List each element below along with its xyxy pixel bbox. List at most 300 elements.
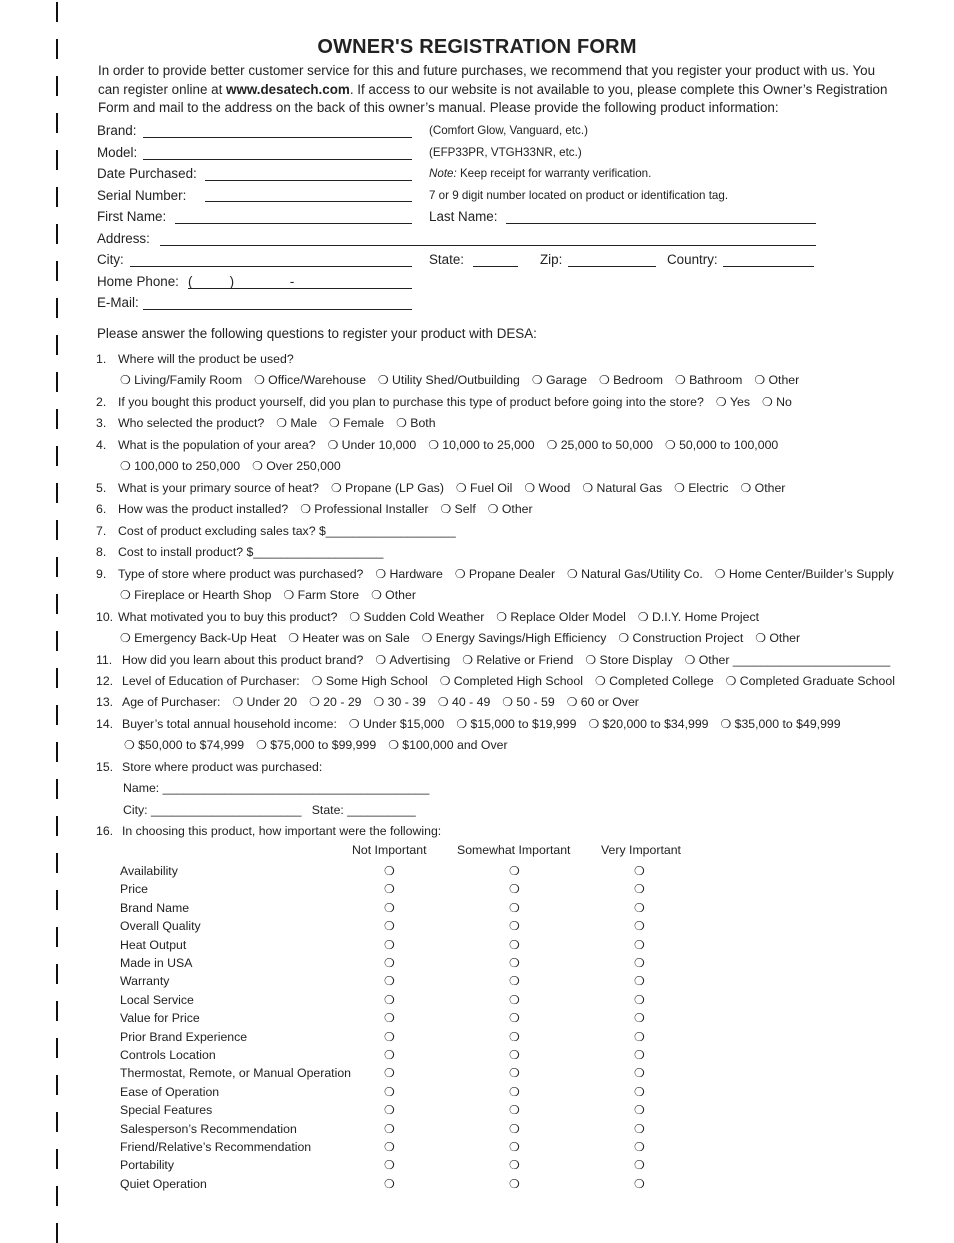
radio-button-icon[interactable]: ❍ bbox=[349, 610, 364, 624]
radio-button-icon[interactable]: ❍ bbox=[524, 481, 539, 495]
question-number: 3. bbox=[96, 416, 107, 430]
radio-button-icon[interactable]: ❍ bbox=[509, 1048, 520, 1062]
radio-button-icon[interactable]: ❍ bbox=[509, 1140, 520, 1154]
radio-button-icon[interactable]: ❍ bbox=[455, 481, 471, 495]
importance-row-label: Price bbox=[120, 882, 149, 897]
option[interactable] bbox=[502, 695, 554, 709]
radio-button-icon[interactable]: ❍ bbox=[509, 882, 520, 897]
radio-button-icon[interactable]: ❍ bbox=[634, 1176, 645, 1191]
radio-button-icon[interactable]: ❍ bbox=[309, 695, 324, 709]
option-label: Hardware bbox=[389, 567, 443, 581]
cut-mark bbox=[56, 261, 58, 281]
option-label: 30 - 39 bbox=[387, 695, 426, 709]
radio-button-icon[interactable]: ❍ bbox=[252, 459, 267, 473]
option[interactable] bbox=[309, 695, 361, 709]
option[interactable] bbox=[312, 674, 428, 688]
radio-button-icon[interactable]: ❍ bbox=[509, 956, 520, 970]
radio-button-icon[interactable]: ❍ bbox=[509, 1121, 520, 1136]
radio-button-icon[interactable]: ❍ bbox=[634, 1011, 645, 1026]
radio-button-icon[interactable]: ❍ bbox=[384, 1158, 395, 1173]
radio-button-icon[interactable]: ❍ bbox=[509, 1176, 520, 1191]
country-field[interactable] bbox=[723, 266, 814, 267]
option-label: $100,000 and Over bbox=[402, 738, 508, 752]
radio-button-icon[interactable]: ❍ bbox=[755, 631, 770, 645]
radio-button-icon[interactable]: ❍ bbox=[384, 956, 395, 970]
radio-button-icon[interactable]: ❍ bbox=[634, 974, 645, 989]
brand-field[interactable] bbox=[143, 137, 412, 138]
cut-mark bbox=[56, 927, 58, 947]
radio-button-icon[interactable]: ❍ bbox=[384, 1084, 395, 1099]
option[interactable] bbox=[762, 395, 792, 409]
radio-button-icon[interactable]: ❍ bbox=[588, 717, 603, 731]
radio-button-icon[interactable]: ❍ bbox=[300, 502, 315, 516]
radio-button-icon[interactable]: ❍ bbox=[384, 1103, 395, 1118]
radio-button-icon[interactable]: ❍ bbox=[384, 1011, 395, 1026]
option-label: No bbox=[776, 395, 792, 409]
question-9-options-2 bbox=[120, 588, 416, 602]
note-text: Keep receipt for warranty verification. bbox=[456, 167, 652, 180]
radio-button-icon[interactable]: ❍ bbox=[348, 717, 363, 731]
option-label: $15,000 to $19,999 bbox=[470, 717, 577, 731]
option[interactable] bbox=[462, 653, 573, 667]
option[interactable] bbox=[232, 695, 297, 709]
radio-button-icon[interactable]: ❍ bbox=[421, 631, 436, 645]
radio-button-icon[interactable]: ❍ bbox=[428, 438, 443, 452]
radio-button-icon[interactable]: ❍ bbox=[384, 937, 395, 952]
option[interactable] bbox=[331, 481, 444, 495]
radio-button-icon[interactable]: ❍ bbox=[585, 653, 600, 667]
radio-button-icon[interactable]: ❍ bbox=[546, 438, 561, 452]
option[interactable] bbox=[456, 717, 576, 731]
importance-row-label: Local Service bbox=[120, 992, 194, 1007]
radio-button-icon[interactable]: ❍ bbox=[276, 416, 291, 430]
radio-button-icon[interactable]: ❍ bbox=[327, 438, 342, 452]
radio-button-icon[interactable]: ❍ bbox=[124, 738, 139, 752]
option[interactable] bbox=[375, 567, 442, 581]
option[interactable] bbox=[374, 695, 426, 709]
question-4-options-2 bbox=[120, 459, 341, 473]
option[interactable] bbox=[754, 373, 799, 387]
option-label: Self bbox=[454, 502, 476, 516]
question-10-options-2 bbox=[120, 631, 800, 645]
first-name-field[interactable] bbox=[175, 223, 412, 224]
importance-row-label: Heat Output bbox=[120, 937, 187, 952]
radio-button-icon[interactable]: ❍ bbox=[634, 864, 645, 878]
question-number: 13. bbox=[96, 695, 114, 709]
option[interactable] bbox=[674, 481, 728, 495]
radio-button-icon[interactable]: ❍ bbox=[598, 373, 614, 387]
intro-text-2: . If access to our website is not available to you, please complete this Owner’s Registration Form and mail to the address on the back of this owner’s manual. Please provide the following product information: bbox=[98, 81, 888, 115]
question-text: How did you learn about this product brand? bbox=[122, 653, 364, 667]
radio-button-icon[interactable]: ❍ bbox=[531, 373, 546, 387]
radio-button-icon[interactable]: ❍ bbox=[594, 674, 610, 688]
radio-button-icon[interactable]: ❍ bbox=[384, 1048, 395, 1062]
option-label: Store Display bbox=[599, 653, 673, 667]
importance-row-label: Thermostat, Remote, or Manual Operation bbox=[120, 1066, 352, 1081]
radio-button-icon[interactable]: ❍ bbox=[509, 864, 520, 878]
question-5 bbox=[96, 481, 785, 495]
radio-button-icon[interactable]: ❍ bbox=[396, 416, 411, 430]
radio-button-icon[interactable]: ❍ bbox=[454, 567, 469, 581]
install-cost-field[interactable]: Cost to install product? $___________________ bbox=[118, 545, 384, 559]
country-label: Country: bbox=[667, 252, 718, 267]
radio-button-icon[interactable]: ❍ bbox=[715, 395, 730, 409]
radio-button-icon[interactable]: ❍ bbox=[714, 567, 729, 581]
radio-button-icon[interactable]: ❍ bbox=[634, 1048, 645, 1062]
radio-button-icon[interactable]: ❍ bbox=[509, 937, 520, 952]
last-name-field[interactable] bbox=[506, 223, 816, 224]
question-10-options bbox=[337, 610, 759, 624]
radio-button-icon[interactable]: ❍ bbox=[375, 567, 390, 581]
store-city-state-field[interactable]: City: ______________________ State: __________ bbox=[123, 803, 416, 817]
radio-button-icon[interactable]: ❍ bbox=[120, 373, 135, 387]
option[interactable] bbox=[120, 588, 271, 602]
option[interactable] bbox=[741, 481, 786, 495]
option[interactable] bbox=[638, 610, 759, 624]
store-name-field[interactable]: Name: _______________________________________ bbox=[123, 781, 430, 795]
cut-mark bbox=[56, 1038, 58, 1058]
column-not-important: Not Important bbox=[352, 843, 427, 857]
question-3 bbox=[96, 416, 436, 430]
radio-button-icon[interactable]: ❍ bbox=[634, 1084, 645, 1099]
radio-button-icon[interactable]: ❍ bbox=[384, 1029, 395, 1044]
home-phone-label: Home Phone: bbox=[97, 274, 179, 289]
cut-mark bbox=[56, 705, 58, 725]
radio-button-icon[interactable]: ❍ bbox=[509, 1029, 520, 1044]
model-field[interactable] bbox=[143, 159, 412, 160]
question-number: 10. bbox=[96, 610, 114, 624]
radio-button-icon[interactable]: ❍ bbox=[502, 695, 517, 709]
radio-button-icon[interactable]: ❍ bbox=[509, 900, 520, 915]
importance-row-label: Availability bbox=[120, 864, 178, 878]
radio-button-icon[interactable]: ❍ bbox=[637, 610, 652, 624]
radio-button-icon[interactable]: ❍ bbox=[377, 373, 393, 387]
importance-row-label: Made in USA bbox=[120, 956, 193, 970]
cut-mark bbox=[56, 298, 58, 318]
option-label: Other bbox=[768, 373, 800, 387]
radio-button-icon[interactable]: ❍ bbox=[384, 1066, 395, 1081]
radio-button-icon[interactable]: ❍ bbox=[509, 1066, 520, 1081]
importance-row-label: Value for Price bbox=[120, 1011, 200, 1026]
radio-button-icon[interactable]: ❍ bbox=[487, 502, 502, 516]
radio-button-icon[interactable]: ❍ bbox=[509, 1103, 520, 1118]
option-label: Bedroom bbox=[613, 373, 663, 387]
question-number: 15. bbox=[96, 760, 114, 774]
option[interactable] bbox=[329, 416, 384, 430]
cut-mark bbox=[56, 372, 58, 392]
radio-button-icon[interactable]: ❍ bbox=[634, 937, 645, 952]
city-label: City: bbox=[97, 252, 124, 267]
radio-button-icon[interactable]: ❍ bbox=[371, 588, 386, 602]
radio-button-icon[interactable]: ❍ bbox=[509, 992, 520, 1007]
model-label: Model: bbox=[97, 145, 138, 160]
radio-button-icon[interactable]: ❍ bbox=[634, 1140, 645, 1154]
cut-mark bbox=[56, 335, 58, 355]
radio-button-icon[interactable]: ❍ bbox=[329, 416, 344, 430]
option[interactable] bbox=[716, 395, 750, 409]
option[interactable] bbox=[721, 717, 841, 731]
address-field[interactable] bbox=[160, 245, 816, 246]
option[interactable] bbox=[726, 674, 895, 688]
question-number: 2. bbox=[96, 395, 107, 409]
radio-button-icon[interactable]: ❍ bbox=[384, 864, 395, 878]
cut-mark bbox=[56, 1001, 58, 1021]
option[interactable] bbox=[618, 631, 743, 645]
question-14-options-2 bbox=[124, 738, 508, 752]
radio-button-icon[interactable]: ❍ bbox=[582, 481, 597, 495]
radio-button-icon[interactable]: ❍ bbox=[634, 956, 645, 970]
cut-mark bbox=[56, 150, 58, 170]
radio-button-icon[interactable]: ❍ bbox=[384, 900, 395, 915]
option[interactable] bbox=[715, 567, 894, 581]
radio-button-icon[interactable]: ❍ bbox=[437, 695, 452, 709]
radio-button-icon[interactable]: ❍ bbox=[567, 567, 582, 581]
date-hint bbox=[429, 167, 651, 180]
brand-hint: (Comfort Glow, Vanguard, etc.) bbox=[429, 124, 588, 137]
option[interactable] bbox=[349, 717, 444, 731]
option[interactable] bbox=[675, 373, 742, 387]
radio-button-icon[interactable]: ❍ bbox=[634, 919, 645, 934]
question-number: 14. bbox=[96, 717, 114, 731]
radio-button-icon[interactable]: ❍ bbox=[634, 992, 645, 1007]
cut-mark bbox=[56, 890, 58, 910]
option[interactable] bbox=[288, 631, 409, 645]
question-number: 11. bbox=[96, 653, 113, 667]
zip-field[interactable] bbox=[568, 266, 656, 267]
radio-button-icon[interactable]: ❍ bbox=[684, 653, 699, 667]
email-field[interactable] bbox=[143, 309, 412, 310]
radio-button-icon[interactable]: ❍ bbox=[634, 1066, 645, 1081]
radio-button-icon[interactable]: ❍ bbox=[740, 481, 755, 495]
radio-button-icon[interactable]: ❍ bbox=[373, 695, 388, 709]
option[interactable] bbox=[120, 631, 276, 645]
option[interactable] bbox=[456, 481, 512, 495]
option-label: Other bbox=[501, 502, 533, 516]
option[interactable] bbox=[599, 373, 663, 387]
radio-button-icon[interactable]: ❍ bbox=[509, 1084, 520, 1099]
option-label: Under 10,000 bbox=[341, 438, 417, 452]
radio-button-icon[interactable]: ❍ bbox=[509, 974, 520, 989]
option[interactable] bbox=[124, 738, 244, 752]
option[interactable] bbox=[371, 588, 416, 602]
option[interactable] bbox=[283, 588, 359, 602]
option-label: Natural Gas bbox=[596, 481, 663, 495]
column-somewhat-important: Somewhat Important bbox=[457, 843, 571, 857]
option[interactable] bbox=[438, 695, 490, 709]
option-label: Completed College bbox=[609, 674, 714, 688]
questions-intro: Please answer the following questions to register your product with DESA: bbox=[97, 326, 537, 341]
importance-row-label: Salesperson’s Recommendation bbox=[120, 1121, 297, 1136]
radio-button-icon[interactable]: ❍ bbox=[311, 674, 326, 688]
option[interactable] bbox=[567, 695, 639, 709]
option[interactable] bbox=[256, 738, 376, 752]
product-cost-field[interactable]: Cost of product excluding sales tax? $___________________ bbox=[118, 524, 456, 538]
option[interactable] bbox=[665, 438, 778, 452]
option-label: Construction Project bbox=[632, 631, 744, 645]
option[interactable] bbox=[567, 567, 703, 581]
state-field[interactable] bbox=[473, 266, 518, 267]
radio-button-icon[interactable]: ❍ bbox=[496, 610, 511, 624]
radio-button-icon[interactable]: ❍ bbox=[509, 919, 520, 934]
option-label: 25,000 to 50,000 bbox=[560, 438, 653, 452]
option[interactable] bbox=[422, 631, 607, 645]
option-label: Natural Gas/Utility Co. bbox=[581, 567, 703, 581]
question-number: 16. bbox=[96, 824, 114, 838]
option-label: Over 250,000 bbox=[266, 459, 341, 473]
option[interactable] bbox=[588, 717, 708, 731]
cut-mark bbox=[56, 779, 58, 799]
option-label: Living/Family Room bbox=[134, 373, 243, 387]
option[interactable] bbox=[685, 653, 891, 667]
option[interactable] bbox=[388, 738, 507, 752]
importance-row-label: Overall Quality bbox=[120, 919, 201, 934]
radio-button-icon[interactable]: ❍ bbox=[456, 717, 471, 731]
radio-button-icon[interactable]: ❍ bbox=[384, 919, 395, 934]
radio-button-icon[interactable]: ❍ bbox=[120, 631, 135, 645]
option-label: $20,000 to $34,999 bbox=[602, 717, 709, 731]
serial-number-field[interactable] bbox=[205, 201, 412, 202]
cut-mark bbox=[56, 446, 58, 466]
radio-button-icon[interactable]: ❍ bbox=[384, 974, 395, 989]
option[interactable] bbox=[496, 610, 626, 624]
zip-label: Zip: bbox=[540, 252, 563, 267]
option[interactable] bbox=[254, 373, 366, 387]
radio-button-icon[interactable]: ❍ bbox=[634, 1158, 645, 1173]
option-label: Male bbox=[290, 416, 318, 430]
radio-button-icon[interactable]: ❍ bbox=[439, 674, 454, 688]
option[interactable] bbox=[428, 438, 534, 452]
cut-mark bbox=[56, 742, 58, 762]
option[interactable] bbox=[120, 459, 240, 473]
radio-button-icon[interactable]: ❍ bbox=[288, 631, 303, 645]
radio-button-icon[interactable]: ❍ bbox=[375, 653, 390, 667]
question-text: How was the product installed? bbox=[118, 502, 289, 516]
radio-button-icon[interactable]: ❍ bbox=[674, 373, 690, 387]
option-label: Heater was on Sale bbox=[302, 631, 410, 645]
radio-button-icon[interactable]: ❍ bbox=[256, 738, 271, 752]
radio-button-icon[interactable]: ❍ bbox=[283, 588, 298, 602]
radio-button-icon[interactable]: ❍ bbox=[725, 674, 740, 688]
radio-button-icon[interactable]: ❍ bbox=[566, 695, 581, 709]
home-phone-field[interactable]: ( ) - bbox=[188, 274, 412, 289]
option[interactable] bbox=[595, 674, 714, 688]
radio-button-icon[interactable]: ❍ bbox=[384, 882, 395, 897]
radio-button-icon[interactable]: ❍ bbox=[634, 1103, 645, 1118]
radio-button-icon[interactable]: ❍ bbox=[509, 1011, 520, 1026]
date-purchased-label: Date Purchased: bbox=[97, 166, 197, 181]
radio-button-icon[interactable]: ❍ bbox=[509, 1158, 520, 1173]
radio-button-icon[interactable]: ❍ bbox=[618, 631, 633, 645]
intro-paragraph bbox=[98, 62, 898, 118]
radio-button-icon[interactable]: ❍ bbox=[462, 653, 477, 667]
option[interactable] bbox=[349, 610, 484, 624]
option-label: Electric bbox=[688, 481, 729, 495]
option[interactable] bbox=[532, 373, 587, 387]
column-very-important: Very Important bbox=[601, 843, 681, 857]
option[interactable] bbox=[378, 373, 520, 387]
option[interactable] bbox=[585, 653, 672, 667]
city-field[interactable] bbox=[130, 266, 412, 267]
option-label: Other _______________________ bbox=[698, 653, 891, 667]
radio-button-icon[interactable]: ❍ bbox=[232, 695, 247, 709]
option[interactable] bbox=[396, 416, 435, 430]
radio-button-icon[interactable]: ❍ bbox=[754, 373, 769, 387]
radio-button-icon[interactable]: ❍ bbox=[634, 900, 645, 915]
radio-button-icon[interactable]: ❍ bbox=[388, 738, 403, 752]
cut-mark bbox=[56, 483, 58, 503]
option-label: Fuel Oil bbox=[470, 481, 513, 495]
option-label: 20 - 29 bbox=[323, 695, 362, 709]
radio-button-icon[interactable]: ❍ bbox=[720, 717, 735, 731]
website-url[interactable]: www.desatech.com bbox=[226, 81, 350, 97]
radio-button-icon[interactable]: ❍ bbox=[665, 438, 680, 452]
option[interactable] bbox=[582, 481, 662, 495]
option-label: Other bbox=[754, 481, 786, 495]
date-purchased-field[interactable] bbox=[205, 180, 412, 181]
question-number: 9. bbox=[96, 567, 107, 581]
question-9 bbox=[96, 567, 894, 581]
option-label: Fireplace or Hearth Shop bbox=[134, 588, 272, 602]
question-15 bbox=[96, 760, 322, 774]
note-label: Note: bbox=[429, 167, 457, 180]
radio-button-icon[interactable]: ❍ bbox=[634, 1121, 645, 1136]
question-text: Age of Purchaser: bbox=[122, 695, 221, 709]
radio-button-icon[interactable]: ❍ bbox=[384, 1121, 395, 1136]
importance-row-label: Portability bbox=[120, 1158, 174, 1173]
option[interactable] bbox=[440, 674, 583, 688]
option-label: Wood bbox=[538, 481, 571, 495]
radio-button-icon[interactable]: ❍ bbox=[674, 481, 689, 495]
question-11 bbox=[96, 653, 890, 667]
radio-button-icon[interactable]: ❍ bbox=[120, 588, 135, 602]
option[interactable] bbox=[375, 653, 450, 667]
option[interactable] bbox=[328, 438, 417, 452]
question-text: What is the population of your area? bbox=[118, 438, 316, 452]
radio-button-icon[interactable]: ❍ bbox=[120, 459, 135, 473]
option[interactable] bbox=[488, 502, 533, 516]
question-text: In choosing this product, how important were the following: bbox=[122, 824, 442, 838]
brand-label: Brand: bbox=[97, 123, 137, 138]
serial-hint: 7 or 9 digit number located on product or identification tag. bbox=[429, 189, 729, 202]
radio-button-icon[interactable]: ❍ bbox=[254, 373, 269, 387]
state-label: State: bbox=[429, 252, 464, 267]
importance-row-label: Special Features bbox=[120, 1103, 213, 1118]
radio-button-icon[interactable]: ❍ bbox=[634, 882, 645, 897]
question-4 bbox=[96, 438, 778, 452]
radio-button-icon[interactable]: ❍ bbox=[762, 395, 777, 409]
importance-row-label: Warranty bbox=[120, 974, 170, 989]
radio-button-icon[interactable]: ❍ bbox=[384, 1140, 395, 1154]
option[interactable] bbox=[755, 631, 800, 645]
option[interactable] bbox=[524, 481, 570, 495]
radio-button-icon[interactable]: ❍ bbox=[384, 1176, 395, 1191]
option[interactable] bbox=[455, 567, 555, 581]
option[interactable] bbox=[276, 416, 317, 430]
option[interactable] bbox=[252, 459, 341, 473]
radio-button-icon[interactable]: ❍ bbox=[634, 1029, 645, 1044]
radio-button-icon[interactable]: ❍ bbox=[384, 992, 395, 1007]
option[interactable] bbox=[300, 502, 428, 516]
option[interactable] bbox=[440, 502, 475, 516]
question-1 bbox=[96, 352, 294, 366]
question-12-options bbox=[300, 674, 895, 688]
question-12 bbox=[96, 674, 895, 688]
option[interactable] bbox=[120, 373, 242, 387]
option[interactable] bbox=[547, 438, 653, 452]
radio-button-icon[interactable]: ❍ bbox=[330, 481, 346, 495]
radio-button-icon[interactable]: ❍ bbox=[440, 502, 455, 516]
option-label: 40 - 49 bbox=[452, 695, 491, 709]
